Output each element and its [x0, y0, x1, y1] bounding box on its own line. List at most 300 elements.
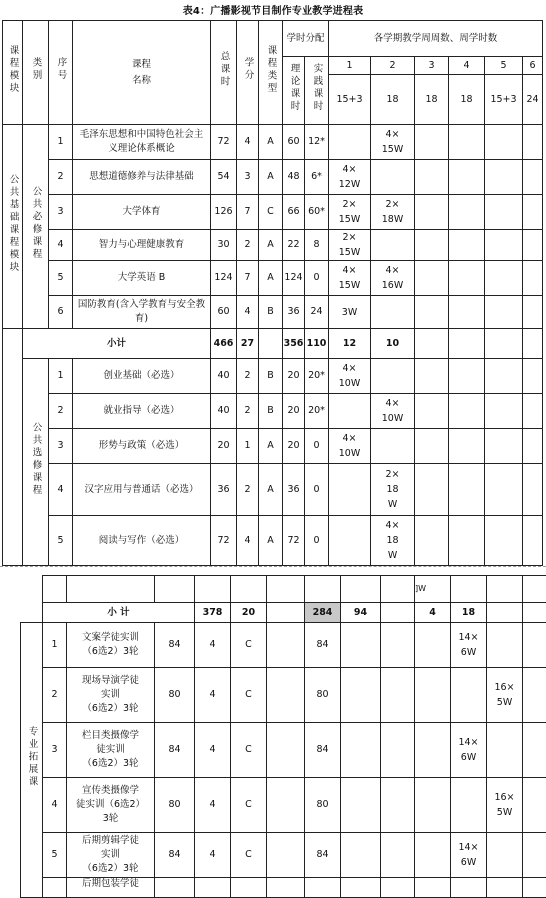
category-expand-text: 专业拓展课 [25, 726, 39, 789]
weeks-2: 18 [371, 75, 415, 125]
row-total: 84 [155, 623, 195, 668]
row-type: B [259, 394, 283, 429]
row-s2 [371, 160, 415, 195]
row-total: 72 [211, 516, 237, 566]
empty-cell [341, 723, 381, 778]
empty-cell [267, 576, 305, 603]
row-s1: 2× 15W [329, 195, 371, 230]
course-name: 后期剪辑学徒 实训 （6选2）3轮 [67, 833, 155, 878]
row-type: A [259, 125, 283, 160]
subtotal-practice: 110 [305, 329, 329, 359]
row-s1: 4× 10W [329, 429, 371, 464]
empty-cell [67, 576, 155, 603]
empty-cell [381, 576, 415, 603]
empty-cell [449, 125, 485, 160]
empty-cell [305, 878, 341, 898]
empty-cell [341, 623, 381, 668]
row-s2 [371, 429, 415, 464]
row-credit: 4 [195, 623, 231, 668]
row-s2 [371, 296, 415, 329]
row-practice: 0 [305, 464, 329, 516]
row-type: B [259, 296, 283, 329]
empty-cell [485, 296, 523, 329]
empty-cell [523, 723, 546, 778]
empty-cell [415, 160, 449, 195]
empty-cell [267, 623, 305, 668]
empty-cell [415, 261, 449, 296]
weeks-1: 15+3 [329, 75, 371, 125]
row-type: C [231, 623, 267, 668]
empty-cell [485, 394, 523, 429]
row-seq: 5 [49, 516, 73, 566]
subtotal-label: 小计 [23, 329, 211, 359]
row-s1: 4× 10W [329, 359, 371, 394]
empty-cell [381, 668, 415, 723]
row-seq: 5 [43, 833, 67, 878]
row-s4: 14× 6W [451, 723, 487, 778]
empty-cell [231, 878, 267, 898]
empty-cell [415, 429, 449, 464]
row-s4: 14× 6W [451, 623, 487, 668]
row-total: 40 [211, 394, 237, 429]
empty-cell [449, 429, 485, 464]
row-seq: 1 [49, 125, 73, 160]
subtotal-s1: 12 [329, 329, 371, 359]
row-seq: 2 [49, 160, 73, 195]
row-s1: 3W [329, 296, 371, 329]
row-seq: 4 [49, 230, 73, 261]
row-practice: 8 [305, 230, 329, 261]
row-s1: 4× 15W [329, 261, 371, 296]
empty-cell [523, 833, 546, 878]
subtotal-row [3, 329, 543, 359]
table-row [3, 296, 543, 329]
table-row [21, 723, 546, 778]
table-title: 表4：广播影视节目制作专业教学进程表 [0, 2, 546, 17]
empty-cell [267, 878, 305, 898]
table-row [3, 429, 543, 464]
table-row [3, 160, 543, 195]
table-row [3, 516, 543, 566]
empty-cell [485, 464, 523, 516]
row-s1: 4× 12W [329, 160, 371, 195]
table-row [3, 394, 543, 429]
row-theory: 20 [283, 394, 305, 429]
table-row [21, 668, 546, 723]
empty-cell [523, 329, 543, 359]
header-credit: 学分 [237, 21, 259, 125]
row-credit: 4 [237, 125, 259, 160]
empty-cell [449, 296, 485, 329]
row-total: 54 [211, 160, 237, 195]
empty-cell [341, 778, 381, 833]
row-credit: 4 [195, 833, 231, 878]
empty-cell [449, 464, 485, 516]
empty-cell [415, 296, 449, 329]
row-seq: 1 [49, 359, 73, 394]
empty-cell [415, 464, 449, 516]
row-theory: 20 [283, 429, 305, 464]
empty-cell [381, 778, 415, 833]
empty-cell [381, 603, 415, 623]
header-module: 课程模块 [3, 21, 23, 125]
row-credit: 1 [237, 429, 259, 464]
row-practice: 84 [305, 723, 341, 778]
table-row [3, 464, 543, 516]
empty-cell [523, 296, 543, 329]
row-type: C [259, 195, 283, 230]
row-seq: 2 [49, 394, 73, 429]
row-type: A [259, 429, 283, 464]
row-s5: 16× 5W [487, 778, 523, 833]
row-total: 20 [211, 429, 237, 464]
empty-cell [449, 516, 485, 566]
empty-cell [155, 878, 195, 898]
table-row [21, 833, 546, 878]
row-total: 80 [155, 668, 195, 723]
course-name: 创业基础（必选） [73, 359, 211, 394]
course-name: 现场导演学徒 实训 （6选2）3轮 [67, 668, 155, 723]
empty-cell [485, 160, 523, 195]
row-s2: 4× 10W [371, 394, 415, 429]
semester-2: 2 [371, 57, 415, 75]
row-s1 [329, 394, 371, 429]
row-s5 [487, 723, 523, 778]
module-public [3, 125, 23, 329]
row-credit: 2 [237, 359, 259, 394]
empty-cell [523, 160, 543, 195]
table-row [21, 878, 546, 898]
row-s2: 2× 18W [371, 195, 415, 230]
row-credit: 4 [195, 778, 231, 833]
row-s2: 4× 15W [371, 125, 415, 160]
row-type: C [231, 833, 267, 878]
row-total: 36 [211, 464, 237, 516]
course-name: 文案学徒实训 （6选2）3轮 [67, 623, 155, 668]
course-name: 毛泽东思想和中国特色社会主义理论体系概论 [73, 125, 211, 160]
empty-cell [415, 878, 451, 898]
header-seq: 序号 [49, 21, 73, 125]
row-theory: 124 [283, 261, 305, 296]
empty-cell [415, 778, 451, 833]
course-name: 大学体育 [73, 195, 211, 230]
empty-cell [3, 329, 23, 359]
subtotal-row-2 [21, 603, 546, 623]
empty-cell [449, 230, 485, 261]
row-seq: 3 [49, 195, 73, 230]
row-seq: 4 [43, 778, 67, 833]
semester-6: 6 [523, 57, 543, 75]
row-practice: 60* [305, 195, 329, 230]
empty-cell [523, 230, 543, 261]
row-s1 [329, 464, 371, 516]
row-theory: 20 [283, 359, 305, 394]
empty-cell [485, 261, 523, 296]
course-name: 阅读与写作（必选） [73, 516, 211, 566]
category-elective-text: 公共选修课程 [29, 422, 43, 497]
subtotal2-s1: 4 [415, 603, 451, 623]
course-name: 汉字应用与普通话（必选） [73, 464, 211, 516]
weeks-6: 24 [523, 75, 543, 125]
table-row [3, 261, 543, 296]
module-public-text: 公共基础课程模块 [6, 174, 20, 274]
empty-cell [415, 516, 449, 566]
row-total: 72 [211, 125, 237, 160]
empty-cell [415, 394, 449, 429]
row-credit: 4 [237, 296, 259, 329]
subtotal2-s2: 18 [451, 603, 487, 623]
row-type: B [259, 359, 283, 394]
subtotal2-label: 小 计 [43, 603, 195, 623]
empty-cell [487, 576, 523, 603]
empty-cell [449, 394, 485, 429]
empty-cell [155, 576, 195, 603]
row-practice: 20* [305, 394, 329, 429]
table-row [3, 195, 543, 230]
page2-stub: ]W [415, 576, 451, 603]
row-credit: 7 [237, 261, 259, 296]
empty-cell [415, 833, 451, 878]
row-total: 80 [155, 778, 195, 833]
teaching-plan-table-continued [20, 575, 546, 898]
empty-cell [43, 878, 67, 898]
subtotal-total: 466 [211, 329, 237, 359]
empty-cell [3, 359, 23, 566]
empty-cell [523, 623, 546, 668]
row-type: A [259, 261, 283, 296]
row-type: A [259, 516, 283, 566]
row-credit: 7 [237, 195, 259, 230]
table-row [3, 125, 543, 160]
row-practice: 6* [305, 160, 329, 195]
empty-cell [267, 833, 305, 878]
row-s1 [329, 125, 371, 160]
table-row [21, 623, 546, 668]
subtotal2-theory: 284 [305, 603, 341, 623]
row-practice: 0 [305, 429, 329, 464]
subtotal2-total: 378 [195, 603, 231, 623]
empty-cell [487, 878, 523, 898]
semester-5: 5 [485, 57, 523, 75]
empty-cell [21, 576, 43, 603]
empty-cell [485, 195, 523, 230]
empty-cell [381, 623, 415, 668]
subtotal-s2: 10 [371, 329, 415, 359]
row-practice: 12* [305, 125, 329, 160]
course-name: 栏目类摄像学 徒实训 （6选2）3轮 [67, 723, 155, 778]
table-row [3, 230, 543, 261]
row-type: A [259, 464, 283, 516]
empty-cell [415, 668, 451, 723]
empty-cell [415, 195, 449, 230]
empty-cell [523, 261, 543, 296]
row-seq: 3 [43, 723, 67, 778]
empty-cell [341, 668, 381, 723]
row-seq: 5 [49, 261, 73, 296]
row-credit: 4 [195, 723, 231, 778]
empty-cell [523, 429, 543, 464]
empty-cell [267, 778, 305, 833]
row-s2 [371, 230, 415, 261]
row-s2: 4× 18 W [371, 516, 415, 566]
row-s2: 2× 18 W [371, 464, 415, 516]
subtotal2-credit: 20 [231, 603, 267, 623]
row-s5: 16× 5W [487, 668, 523, 723]
row-seq: 4 [49, 464, 73, 516]
header-course-type: 课程类型 [259, 21, 283, 125]
row-total: 84 [155, 833, 195, 878]
empty-cell [451, 576, 487, 603]
empty-cell [21, 603, 43, 623]
row-theory: 72 [283, 516, 305, 566]
row-s5 [487, 833, 523, 878]
header-course-name: 课程 名称 [73, 21, 211, 125]
table-row [21, 778, 546, 833]
row-seq: 3 [49, 429, 73, 464]
empty-cell [415, 723, 451, 778]
row-total: 84 [155, 723, 195, 778]
header-total-hours: 总课时 [211, 21, 237, 125]
empty-cell [267, 723, 305, 778]
course-name: 大学英语 B [73, 261, 211, 296]
category-required [23, 125, 49, 329]
empty-cell [449, 359, 485, 394]
category-required-text: 公共必修课程 [29, 186, 43, 261]
empty-cell [485, 429, 523, 464]
row-practice: 84 [305, 623, 341, 668]
row-total: 30 [211, 230, 237, 261]
row-credit: 4 [237, 516, 259, 566]
row-theory: 60 [283, 125, 305, 160]
empty-cell [449, 261, 485, 296]
table-row [3, 359, 543, 394]
empty-cell [523, 668, 546, 723]
weeks-4: 18 [449, 75, 485, 125]
course-name: 思想道德修养与法律基础 [73, 160, 211, 195]
header-practice: 实践课时 [305, 57, 329, 125]
row-s2: 4× 16W [371, 261, 415, 296]
row-theory: 22 [283, 230, 305, 261]
empty-cell [523, 464, 543, 516]
empty-cell [341, 833, 381, 878]
header-hours-dist: 学时分配 [283, 21, 329, 57]
empty-cell [341, 878, 381, 898]
row-total: 124 [211, 261, 237, 296]
empty-cell [523, 778, 546, 833]
semester-1: 1 [329, 57, 371, 75]
row-s4 [451, 778, 487, 833]
empty-cell [523, 394, 543, 429]
empty-cell [415, 359, 449, 394]
row-credit: 3 [237, 160, 259, 195]
row-theory: 36 [283, 296, 305, 329]
empty-cell [267, 668, 305, 723]
row-s4: 14× 6W [451, 833, 487, 878]
row-s2 [371, 359, 415, 394]
row-s1 [329, 516, 371, 566]
course-name: 后期包装学徒 [67, 878, 155, 898]
empty-cell [485, 125, 523, 160]
row-s4 [451, 668, 487, 723]
header-theory: 理论课时 [283, 57, 305, 125]
row-theory: 66 [283, 195, 305, 230]
row-credit: 2 [237, 394, 259, 429]
subtotal2-practice: 94 [341, 603, 381, 623]
weeks-3: 18 [415, 75, 449, 125]
subtotal-credit: 27 [237, 329, 259, 359]
course-name: 宣传类摄像学 徒实训（6选2） 3轮 [67, 778, 155, 833]
row-type: C [231, 668, 267, 723]
header-category: 类别 [23, 21, 49, 125]
empty-cell [523, 576, 546, 603]
row-practice: 24 [305, 296, 329, 329]
row-type: C [231, 723, 267, 778]
empty-cell [305, 576, 341, 603]
category-elective [23, 359, 49, 566]
empty-cell [259, 329, 283, 359]
row-seq: 6 [49, 296, 73, 329]
course-name: 智力与心理健康教育 [73, 230, 211, 261]
semester-4: 4 [449, 57, 485, 75]
empty-cell [415, 623, 451, 668]
empty-cell [523, 195, 543, 230]
empty-cell [267, 603, 305, 623]
row-credit: 2 [237, 464, 259, 516]
empty-cell [523, 603, 546, 623]
empty-cell [341, 576, 381, 603]
empty-cell [485, 329, 523, 359]
empty-cell [449, 195, 485, 230]
teaching-plan-table [2, 20, 543, 566]
row-theory: 48 [283, 160, 305, 195]
category-expand [21, 623, 43, 898]
empty-cell [415, 230, 449, 261]
empty-cell [195, 576, 231, 603]
row-s5 [487, 623, 523, 668]
course-name: 形势与政策（必选） [73, 429, 211, 464]
row-practice: 20* [305, 359, 329, 394]
empty-cell [485, 359, 523, 394]
empty-cell [485, 516, 523, 566]
row-theory: 36 [283, 464, 305, 516]
empty-cell [449, 329, 485, 359]
empty-cell [381, 723, 415, 778]
course-name: 就业指导（必选） [73, 394, 211, 429]
row-total: 60 [211, 296, 237, 329]
row-practice: 0 [305, 516, 329, 566]
empty-cell [195, 878, 231, 898]
row-practice: 80 [305, 668, 341, 723]
semester-3: 3 [415, 57, 449, 75]
row-practice: 0 [305, 261, 329, 296]
empty-cell [523, 359, 543, 394]
empty-cell [381, 878, 415, 898]
subtotal-theory: 356 [283, 329, 305, 359]
empty-cell [523, 125, 543, 160]
empty-cell [523, 878, 546, 898]
empty-cell [415, 125, 449, 160]
empty-cell [523, 516, 543, 566]
empty-cell [485, 230, 523, 261]
empty-cell [43, 576, 67, 603]
empty-cell [231, 576, 267, 603]
empty-cell [381, 833, 415, 878]
empty-cell [449, 160, 485, 195]
weeks-5: 15+3 [485, 75, 523, 125]
row-type: C [231, 778, 267, 833]
row-total: 126 [211, 195, 237, 230]
empty-cell [487, 603, 523, 623]
